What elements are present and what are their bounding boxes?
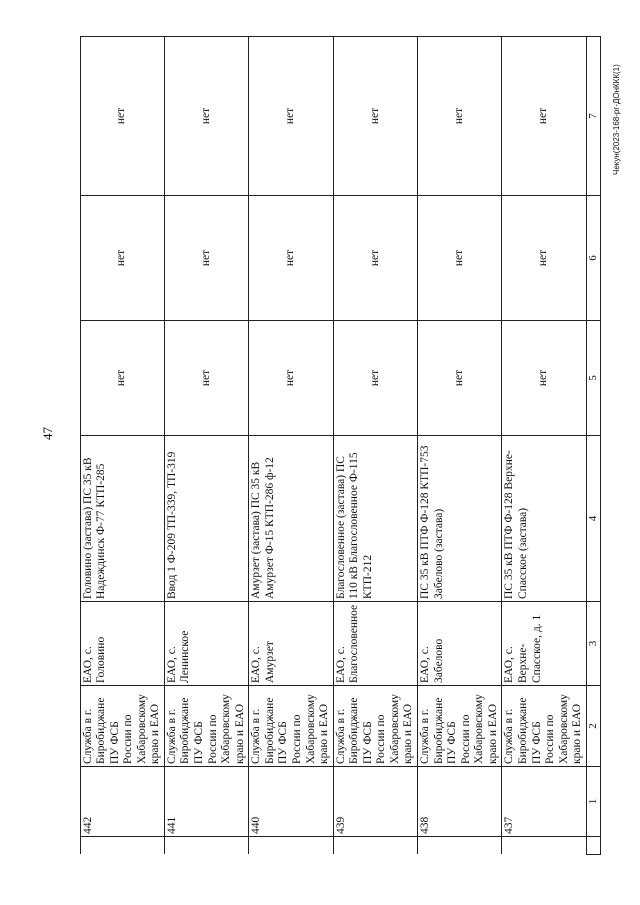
row-spacer <box>164 837 248 855</box>
row-spacer <box>502 837 586 855</box>
index-spacer <box>586 837 600 855</box>
column-index-3: 3 <box>586 602 600 686</box>
cell-num: 441 <box>164 767 248 837</box>
cell-c5: нет <box>249 321 333 436</box>
table-row <box>418 37 502 855</box>
cell-address: ЕАО, с. Забелово <box>418 602 502 686</box>
column-index-1: 1 <box>586 767 600 837</box>
cell-c6: нет <box>333 196 417 321</box>
cell-c5: нет <box>333 321 417 436</box>
cell-power_source: Амурзет (застава) ПС 35 кВ Амурзет Ф-15 КТП-286 ф-12 <box>249 436 333 602</box>
column-index-5: 5 <box>586 321 600 436</box>
cell-org: Служба в г. Биробиджане ПУ ФСБ России по Хабаровскому краю и ЕАО <box>502 686 586 767</box>
row-spacer <box>249 837 333 855</box>
cell-address: ЕАО, с. Благословенное <box>333 602 417 686</box>
cell-c7: нет <box>80 37 164 196</box>
cell-address: ЕАО, с. Верхне-Спасское, д. 1 <box>502 602 586 686</box>
table-row <box>502 37 586 855</box>
cell-power_source: Головино (застава) ПС 35 кВ Надеждинск Ф-77 КТП-285 <box>80 436 164 602</box>
row-spacer <box>80 837 164 855</box>
row-spacer <box>418 837 502 855</box>
cell-org: Служба в г. Биробиджане ПУ ФСБ России по Хабаровскому краю и ЕАО <box>164 686 248 767</box>
cell-c6: нет <box>249 196 333 321</box>
cell-c6: нет <box>80 196 164 321</box>
cell-power_source: ПС 35 кВ ПТФ Ф-128 Верхне-Спасское (застава) <box>502 436 586 602</box>
cell-org: Служба в г. Биробиджане ПУ ФСБ России по Хабаровскому краю и ЕАО <box>333 686 417 767</box>
cell-c6: нет <box>164 196 248 321</box>
cell-c5: нет <box>418 321 502 436</box>
cell-c7: нет <box>249 37 333 196</box>
cell-c6: нет <box>418 196 502 321</box>
cell-num: 438 <box>418 767 502 837</box>
cell-num: 442 <box>80 767 164 837</box>
column-index-7: 7 <box>586 37 600 196</box>
table-row <box>80 37 164 855</box>
cell-c7: нет <box>418 37 502 196</box>
cell-org: Служба в г. Биробиджане ПУ ФСБ России по Хабаровскому краю и ЕАО <box>418 686 502 767</box>
table-row <box>164 37 248 855</box>
cell-c5: нет <box>502 321 586 436</box>
cell-c5: нет <box>164 321 248 436</box>
column-index-row <box>586 37 600 855</box>
cell-c7: нет <box>502 37 586 196</box>
cell-c7: нет <box>164 37 248 196</box>
cell-address: ЕАО, с. Головино <box>80 602 164 686</box>
column-index-2: 2 <box>586 686 600 767</box>
data-table <box>80 36 601 855</box>
cell-num: 437 <box>502 767 586 837</box>
cell-num: 440 <box>249 767 333 837</box>
cell-num: 439 <box>333 767 417 837</box>
cell-power_source: Ввод 1 Ф-209 ТП-339, ТП-319 <box>164 436 248 602</box>
cell-address: ЕАО, с. Ленинское <box>164 602 248 686</box>
table-row <box>333 37 417 855</box>
cell-c7: нет <box>333 37 417 196</box>
cell-power_source: Благословенное (застава) ПС 110 кВ Благословенное Ф-115 КТП-212 <box>333 436 417 602</box>
cell-power_source: ПС 35 кВ ПТФ Ф-128 КТП-753 Забелово (застава) <box>418 436 502 602</box>
row-spacer <box>333 837 417 855</box>
column-index-6: 6 <box>586 196 600 321</box>
side-note: Чекун(2023-168-рг-ДОнККК(1) <box>612 64 621 175</box>
cell-org: Служба в г. Биробиджане ПУ ФСБ России по Хабаровскому краю и ЕАО <box>80 686 164 767</box>
cell-address: ЕАО, с. Амурзет <box>249 602 333 686</box>
column-index-4: 4 <box>586 436 600 602</box>
rotated-table-container <box>80 37 599 855</box>
table-row <box>249 37 333 855</box>
page-number: 47 <box>40 427 55 440</box>
cell-c6: нет <box>502 196 586 321</box>
cell-c5: нет <box>80 321 164 436</box>
cell-org: Служба в г. Биробиджане ПУ ФСБ России по Хабаровскому краю и ЕАО <box>249 686 333 767</box>
